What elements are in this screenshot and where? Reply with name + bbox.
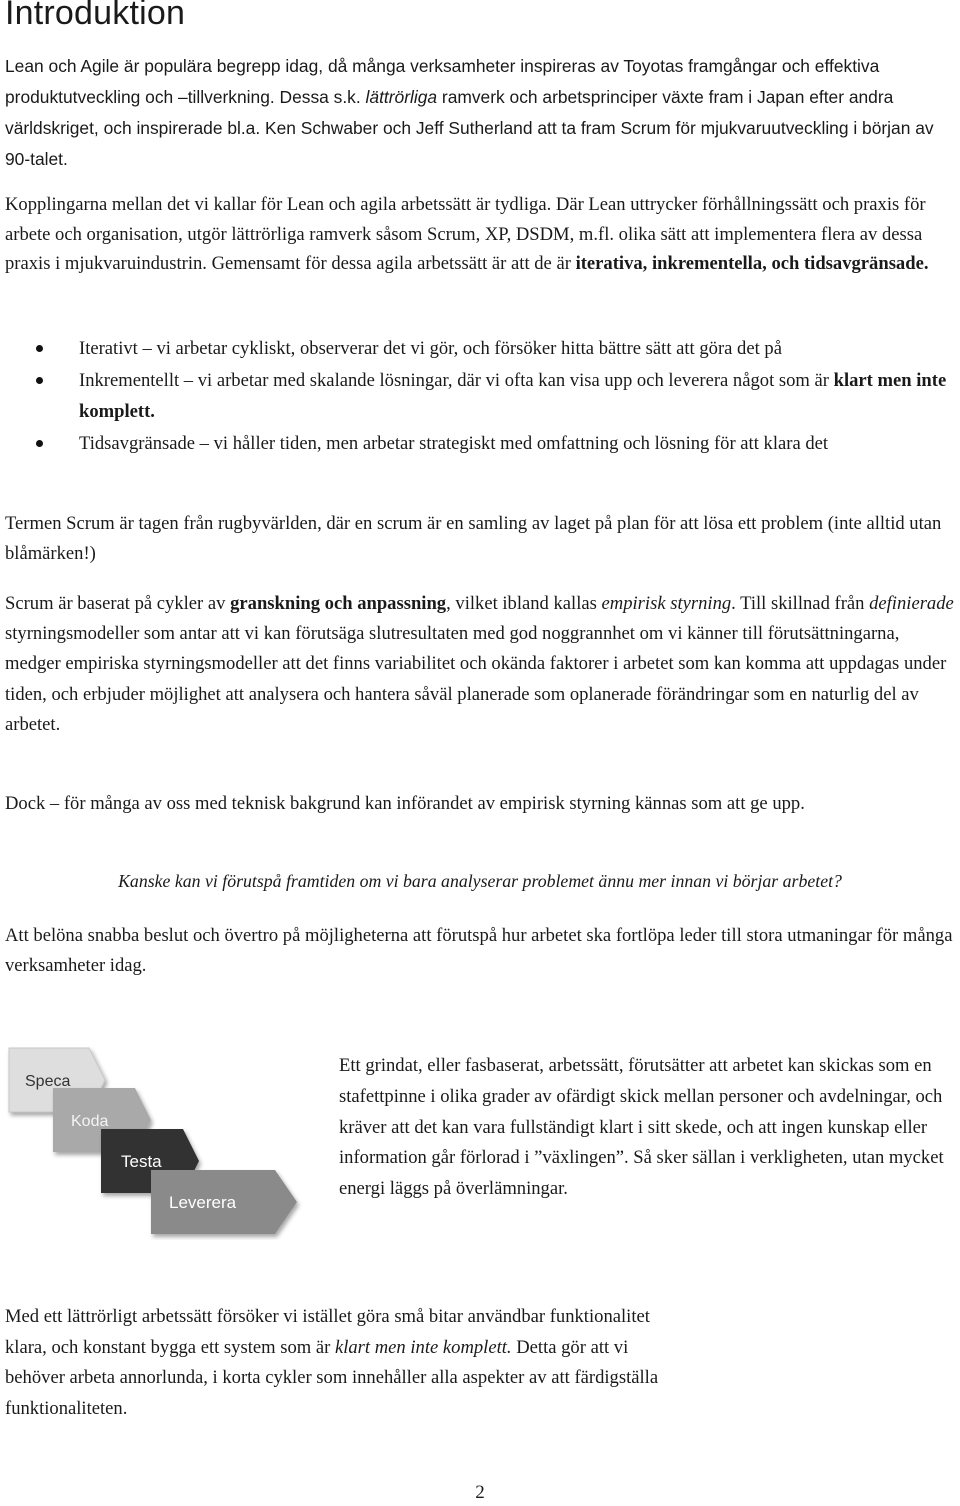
bullet-dot-icon xyxy=(36,377,43,384)
emphasis-klart-men-inte-komplett: klart men inte komplett. xyxy=(334,1336,512,1358)
text-span: Lean och Agile är populära begrepp idag, då många verksamheter inspireras av Toyotas framgångar och effektiva produktutveckling och –tillverkning. Dessa s.k. xyxy=(5,56,880,107)
phase-label-speca: Speca xyxy=(25,1073,71,1090)
strong-iterativa: iterativa, inkrementella, och tidsavgränsade. xyxy=(575,253,929,275)
page-number: 2 xyxy=(475,1482,485,1503)
page-title: Introduktion xyxy=(5,0,186,32)
emphasis-lattrorliga: lättrörliga xyxy=(365,87,438,107)
bullet-text: Tidsavgränsade – vi håller tiden, men arbetar strategiskt med omfattning och lösning för att klara det xyxy=(79,433,829,454)
italic-quote: Kanske kan vi förutspå framtiden om vi bara analyserar problemet ännu mer innan vi börjar arbetet? xyxy=(118,871,842,891)
text-span: styrningsmodeller som antar att vi kan förutsäga slutresultaten med god noggrannhet om vi känner till förutsättningarna, medger empiriska styrningsmodeller att det finns variabilitet och okända faktorer i arbetet som kan komma att uppdagas under tiden, och erbjuder möjlighet att analysera och hantera såväl planerade som oplanerade förändringar som en naturlig del av arbetet. xyxy=(5,623,947,735)
phase-label-testa: Testa xyxy=(121,1152,162,1171)
bullet-item-inkrementellt xyxy=(0,365,955,427)
bullet-item-iterativt xyxy=(0,333,955,364)
phase-label-leverera: Leverera xyxy=(169,1193,237,1212)
dock-paragraph: Dock – för många av oss med teknisk bakgrund kan införandet av empirisk styrning kännas som att ge upp. xyxy=(5,793,805,814)
intro-paragraph-2 xyxy=(5,190,955,279)
text-span: , vilket ibland kallas xyxy=(446,593,602,614)
text-span: Scrum är baserat på cykler av xyxy=(5,593,231,614)
text-span: Kopplingarna mellan det vi kallar för Lean och agila arbetssätt är tydliga. Där Lean uttrycker förhållningssätt och praxis för arbete och organisation, utgör lättrörliga ramverk såsom Scrum, XP, DSDM, m.fl. olika sätt att implementera flera av dessa praxis i mjukvaruindustrin. Gemensamt för dessa agila arbetssätt är att de är xyxy=(5,194,926,275)
text-span: Med ett lättrörligt arbetssätt försöker vi istället göra små bitar användbar funktionalitet klara, och konstant bygga ett system som är xyxy=(5,1306,650,1358)
text-span: . Till skillnad från xyxy=(731,593,870,614)
scrum-empirical-paragraph xyxy=(5,589,955,740)
bullet-item-tidsavgransade xyxy=(0,428,955,459)
gated-process-paragraph: Ett grindat, eller fasbaserat, arbetssätt, förutsätter att arbetet kan skickas som en stafettpinne i olika grader av ofärdigt skick mellan personer och avdelningar, och kräver att det kan vara fullständigt klart i sitt skede, och att ingen kunskap eller information går förlorad i ”växlingen”. Så sker sällan i verkligheten, utan mycket energi läggs på överlämningar. xyxy=(339,1055,944,1200)
strong-granskning: granskning och anpassning xyxy=(230,593,447,614)
bullet-dot-icon xyxy=(36,440,43,447)
emphasis-empirisk-styrning: empirisk styrning xyxy=(601,593,732,614)
bullet-strong: klart men inte komplett. xyxy=(79,370,947,422)
conclusion-paragraph: Att belöna snabba beslut och övertro på möjligheterna att förutspå hur arbetet ska fortlöpa leder till stora utmaningar för många verksamheter idag. xyxy=(5,925,953,976)
bullet-dot-icon xyxy=(36,345,43,352)
scrum-term-paragraph: Termen Scrum är tagen från rugbyvärlden, där en scrum är en samling av laget på plan för att lösa ett problem (inte alltid utan blåmärken!) xyxy=(5,513,942,564)
bullet-list xyxy=(0,333,955,460)
text-span: Detta gör att vi behöver arbeta annorlunda, i korta cykler som innehåller alla aspekter av att färdigställa funktionaliteten. xyxy=(5,1336,659,1419)
bullet-text: Inkrementellt – vi arbetar med skalande lösningar, där vi ofta kan visa upp och leverera något som är xyxy=(79,370,834,391)
intro-paragraph-1 xyxy=(5,51,955,175)
emphasis-definierade: definierade xyxy=(869,593,954,614)
phase-label-koda: Koda xyxy=(71,1113,109,1130)
agile-approach-paragraph xyxy=(5,1302,665,1424)
bullet-text: Iterativt – vi arbetar cykliskt, observerar det vi gör, och försöker hitta bättre sätt att göra det på xyxy=(79,338,782,359)
waterfall-phase-diagram xyxy=(5,1040,325,1240)
text-span: ramverk och arbetsprinciper växte fram i Japan efter andra världskriget, och inspirerade bl.a. Ken Schwaber och Jeff Sutherland att ta fram Scrum för mjukvaruutveckling i början av 90-talet. xyxy=(5,87,934,169)
